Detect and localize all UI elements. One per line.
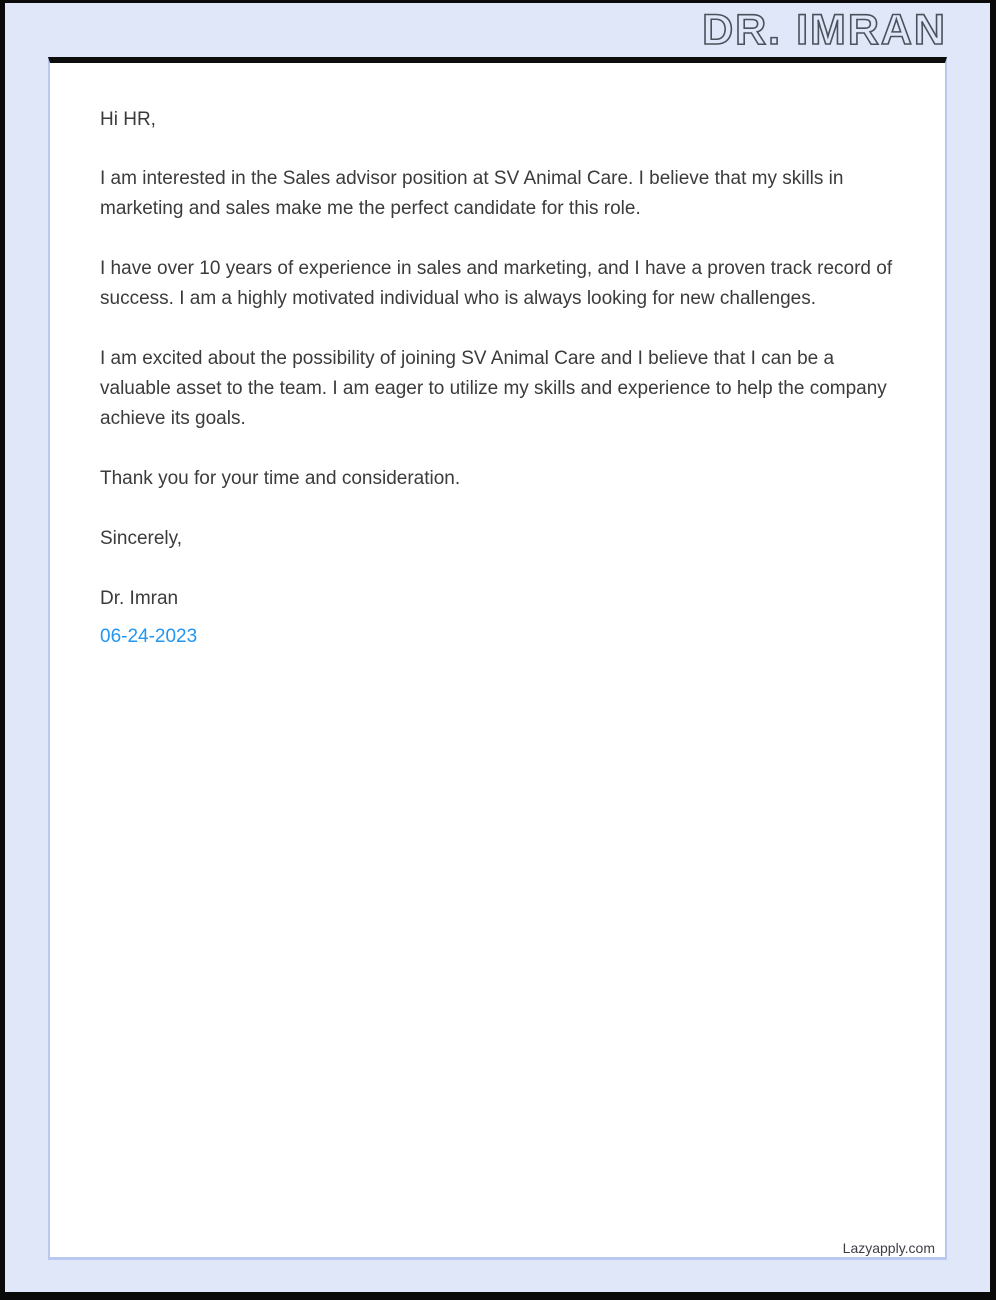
brand-logo: DR. IMRAN [702, 6, 947, 54]
letter-paragraph: I am excited about the possibility of joining SV Animal Care and I believe that I can be a valuable asset to the team. I am eager to utilize my skills and experience to help the company achieve its goals. [100, 348, 887, 429]
cover-letter-body [50, 63, 945, 1257]
letter-page [48, 57, 947, 1260]
letter-paragraph: Thank you for your time and consideration. [100, 468, 461, 489]
letter-greeting: Hi HR, [100, 109, 156, 130]
letter-paragraph: I am interested in the Sales advisor position at SV Animal Care. I believe that my skills in marketing and sales make me the perfect candidate for this role. [100, 168, 844, 219]
letter-paragraph: I have over 10 years of experience in sales and marketing, and I have a proven track record of success. I am a highly motivated individual who is always looking for new challenges. [100, 258, 893, 309]
letter-signoff: Sincerely, [100, 528, 183, 549]
watermark-link: Lazyapply.com [842, 1240, 935, 1256]
letter-signature: Dr. Imran [100, 588, 179, 609]
letter-date: 06-24-2023 [100, 626, 198, 647]
